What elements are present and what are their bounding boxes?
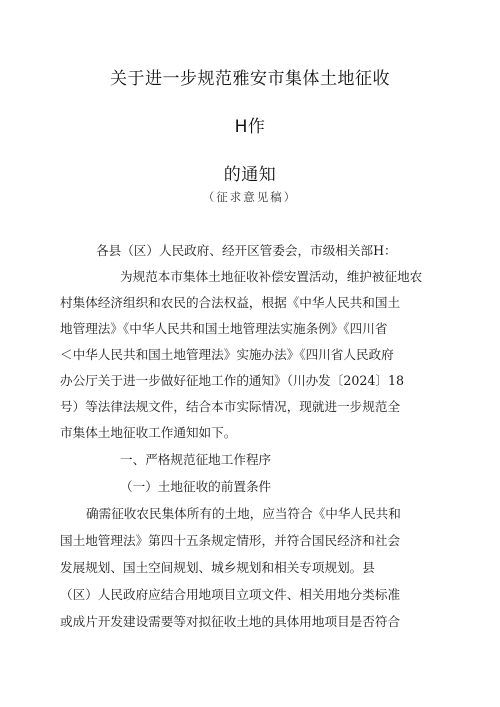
paragraph-1-line-7: 市集体土地征收工作通知如下。: [60, 425, 237, 440]
paragraph-1-line-4: ＜中华人民共和国土地管理法》实施办法》《四川省人民政府: [60, 347, 394, 362]
document-title-line-2: H作: [234, 117, 266, 137]
subsection-1-heading: （一）土地征收的前置条件: [120, 479, 272, 494]
document-subtitle: （征求意见稿）: [202, 190, 298, 204]
paragraph-2-line-1: 确需征收农民集体所有的土地，应当符合《中华人民共和: [86, 506, 401, 521]
paragraph-2-line-4: （区）人民政府应结合用地项目立项文件、相关用地分类标准: [60, 587, 401, 602]
document-title-line-3: 的通知: [223, 165, 277, 185]
paragraph-2-line-5: 或成片开发建设需要等对拟征收土地的具体用地项目是否符合: [60, 614, 401, 629]
paragraph-1-line-5: 办公厅关于进一步做好征地工作的通知》（川办发〔2024〕18: [60, 373, 405, 388]
paragraph-2-line-2: 国土地管理法》第四十五条规定情形，并符合国民经济和社会: [60, 533, 401, 548]
paragraph-1-line-2: 村集体经济组织和农民的合法权益，根据《中华人民共和国土: [60, 295, 401, 310]
paragraph-1-line-3: 地管理法》《中华人民共和国土地管理法实施条例》《四川省: [60, 321, 388, 336]
paragraph-1-line-1: 为规范本市集体土地征收补偿安置活动，维护被征地农: [120, 269, 423, 284]
section-1-heading: 一、严格规范征地工作程序: [120, 452, 272, 467]
paragraph-1-line-6: 号）等法律法规文件，结合本市实际情况，现就进一步规范全: [60, 399, 401, 414]
paragraph-2-line-3: 发展规划、国土空间规划、城乡规划和相关专项规划。县: [60, 560, 375, 575]
salutation: 各县（区）人民政府、经开区管委会，市级相关部H：: [96, 243, 397, 258]
document-title-line-1: 关于进一步规范雅安市集体土地征收: [110, 69, 390, 89]
